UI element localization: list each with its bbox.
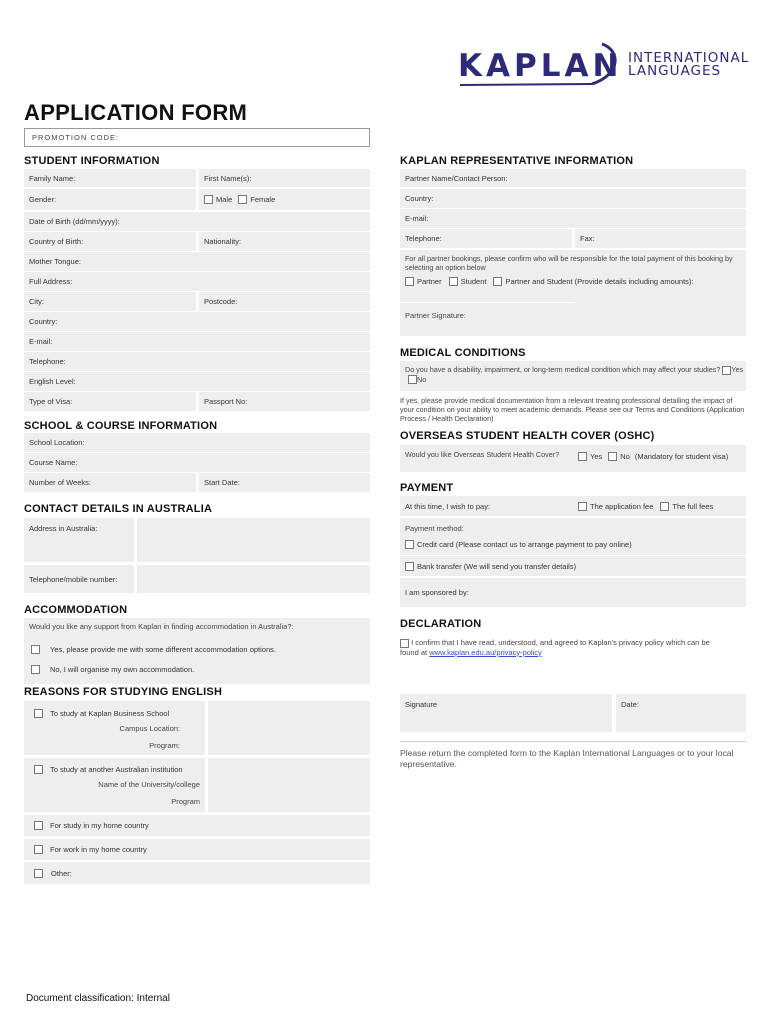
country-of-birth-label: Country of Birth:	[29, 237, 84, 246]
female-label: Female	[250, 195, 276, 204]
telephone-field[interactable]	[24, 352, 370, 371]
home-country-study-checkbox[interactable]	[34, 821, 43, 830]
bank-transfer-label: Bank transfer (We will send you transfer details)	[417, 562, 577, 571]
other-reason-label: Other:	[51, 868, 72, 878]
school-location-label: School Location:	[29, 438, 85, 447]
family-name-label: Family Name:	[29, 173, 76, 183]
signature-field[interactable]	[400, 694, 612, 732]
medical-heading: MEDICAL CONDITIONS	[400, 347, 526, 359]
gender-field	[24, 189, 196, 210]
city-field[interactable]	[24, 292, 196, 311]
student-option-checkbox[interactable]	[449, 277, 458, 286]
medical-no-checkbox[interactable]	[408, 375, 417, 384]
partner-name-label: Partner Name/Contact Person:	[405, 173, 508, 183]
kbs-details-input[interactable]	[208, 701, 370, 755]
kbs-option	[34, 709, 169, 718]
payment-heading: PAYMENT	[400, 482, 454, 494]
address-in-australia-label-cell	[24, 518, 134, 562]
logo-subtitle	[628, 52, 749, 78]
accommodation-yes-label: Yes, please provide me with some different accommodation options.	[50, 645, 276, 654]
rep-fax-label: Fax:	[580, 234, 595, 243]
date-label: Date:	[621, 700, 639, 709]
address-in-australia-input[interactable]	[137, 518, 370, 562]
partner-name-field[interactable]	[400, 169, 746, 187]
university-name-label: Name of the University/college	[98, 780, 200, 789]
accommodation-heading: ACCOMMODATION	[24, 604, 128, 616]
rep-email-label: E-mail:	[405, 214, 429, 223]
rep-fax-field[interactable]	[575, 229, 746, 248]
accommodation-yes-checkbox[interactable]	[31, 645, 40, 654]
accommodation-no-label: No, I will organise my own accommodation.	[50, 665, 195, 674]
partner-option-label: Partner	[417, 277, 442, 286]
mother-tongue-label: Mother Tongue:	[29, 257, 81, 266]
telephone-mobile-input[interactable]	[137, 565, 370, 593]
gender-options	[199, 189, 370, 210]
application-fee-checkbox[interactable]	[578, 502, 587, 511]
rep-country-field[interactable]	[400, 189, 746, 208]
start-date-label: Start Date:	[204, 478, 240, 487]
oshc-yes-label: Yes	[590, 452, 603, 461]
school-course-heading: SCHOOL & COURSE INFORMATION	[24, 420, 218, 432]
campus-location-label: Campus Location:	[119, 724, 180, 733]
credit-card-checkbox[interactable]	[405, 540, 414, 549]
kaplan-logo-wordmark: KAPLAN	[458, 48, 623, 84]
number-of-weeks-field[interactable]	[24, 473, 196, 492]
divider	[400, 555, 746, 556]
medical-question-text: Do you have a disability, impairment, or long-term medical condition which may affect your studies?	[405, 365, 721, 374]
partner-and-student-label: Partner and Student (Provide details including amounts):	[505, 277, 694, 286]
medical-no-label: No	[417, 374, 427, 384]
telephone-mobile-label: Telephone/mobile number:	[29, 574, 118, 584]
pay-now-options	[578, 502, 713, 511]
logo-subtitle-line2: LANGUAGES	[628, 63, 722, 79]
female-checkbox[interactable]	[238, 195, 247, 204]
declaration-checkbox[interactable]	[400, 639, 409, 648]
home-country-study-label: For study in my home country	[50, 821, 149, 830]
english-level-field[interactable]	[24, 372, 370, 391]
other-institution-label: To study at another Australian institution	[50, 765, 183, 774]
country-label: Country:	[29, 317, 58, 326]
application-fee-label: The application fee	[590, 502, 654, 511]
first-names-field[interactable]	[199, 169, 370, 187]
rep-country-label: Country:	[405, 194, 434, 203]
male-label: Male	[216, 195, 233, 204]
program2-label: Program	[171, 797, 200, 806]
full-fees-label: The full fees	[672, 502, 714, 511]
payment-method-label: Payment method:	[405, 524, 464, 533]
other-institution-checkbox[interactable]	[34, 765, 43, 774]
other-reason-row[interactable]	[24, 862, 370, 884]
home-country-study-row	[24, 815, 370, 836]
date-of-birth-field[interactable]	[24, 212, 370, 231]
logo-swoosh-icon	[452, 40, 622, 90]
kbs-label: To study at Kaplan Business School	[50, 709, 170, 718]
oshc-no-checkbox[interactable]	[608, 452, 617, 461]
telephone-label: Telephone:	[29, 357, 66, 366]
pay-now-label: At this time, I wish to pay:	[405, 501, 491, 511]
oshc-mandatory-note: (Mandatory for student visa)	[634, 452, 729, 461]
mother-tongue-field[interactable]	[24, 252, 370, 271]
email-field[interactable]	[24, 332, 370, 351]
postcode-field[interactable]	[199, 292, 370, 311]
rep-email-field[interactable]	[400, 209, 746, 228]
number-of-weeks-label: Number of Weeks:	[29, 478, 91, 487]
oshc-question: Would you like Overseas Student Health Cover?	[405, 450, 560, 459]
payment-responsible-options	[405, 277, 694, 286]
other-institution-option	[34, 765, 183, 774]
course-name-label: Course Name:	[29, 458, 78, 467]
partner-bookings-note: For all partner bookings, please confirm who will be responsible for the total payment of this booking by selecting an option below	[405, 254, 733, 272]
full-fees-checkbox[interactable]	[660, 502, 669, 511]
nationality-field[interactable]	[199, 232, 370, 251]
bank-transfer-checkbox[interactable]	[405, 562, 414, 571]
family-name-field[interactable]	[24, 169, 196, 187]
other-institution-details-input[interactable]	[208, 758, 370, 812]
oshc-yes-checkbox[interactable]	[578, 452, 587, 461]
return-instructions: Please return the completed form to the Kaplan International Languages or to your local representative.	[400, 748, 734, 769]
oshc-heading: OVERSEAS STUDENT HEALTH COVER (OSHC)	[400, 430, 655, 442]
school-location-field[interactable]	[24, 433, 370, 452]
work-home-country-checkbox[interactable]	[34, 845, 43, 854]
date-field[interactable]	[616, 694, 746, 732]
promotion-code-label: PROMOTION CODE:	[32, 133, 120, 142]
start-date-field[interactable]	[199, 473, 370, 492]
country-of-birth-field[interactable]	[24, 232, 196, 251]
country-field[interactable]	[24, 312, 370, 331]
promotion-code-field[interactable]	[24, 128, 370, 147]
passport-no-field[interactable]	[199, 392, 370, 411]
divider	[400, 741, 746, 742]
type-of-visa-field[interactable]	[24, 392, 196, 411]
sponsored-by-field[interactable]	[400, 578, 746, 607]
medical-question	[405, 365, 745, 384]
other-reason-checkbox[interactable]	[34, 869, 43, 878]
logo-subtitle-line1: INTERNATIONAL	[628, 50, 750, 66]
accommodation-question: Would you like any support from Kaplan in finding accommodation in Australia?:	[29, 622, 294, 631]
nationality-label: Nationality:	[204, 237, 242, 246]
postcode-label: Postcode:	[204, 297, 238, 306]
course-name-field[interactable]	[24, 453, 370, 472]
privacy-policy-link[interactable]: www.kaplan.edu.au/privacy-policy	[429, 647, 542, 657]
credit-card-label: Credit card (Please contact us to arrange payment to pay online)	[417, 540, 632, 549]
rep-telephone-field[interactable]	[400, 229, 572, 248]
sponsored-by-label: I am sponsored by:	[405, 588, 469, 597]
accommodation-no-checkbox[interactable]	[31, 665, 40, 674]
divider	[400, 302, 575, 303]
declaration-text-body: I confirm that I have read, understood, and agreed to Kaplan's privacy policy which can be found at	[400, 638, 710, 657]
full-address-label: Full Address:	[29, 277, 73, 286]
gender-label: Gender:	[29, 195, 57, 204]
declaration-heading: DECLARATION	[400, 618, 482, 630]
declaration-text	[400, 638, 730, 657]
medical-yes-label: Yes	[731, 365, 744, 374]
passport-no-label: Passport No:	[204, 397, 248, 406]
oshc-options	[578, 452, 728, 461]
dob-label: Date of Birth (dd/mm/yyyy):	[29, 217, 120, 226]
english-level-label: English Level:	[29, 377, 76, 386]
oshc-no-label: No	[620, 452, 630, 461]
medical-yes-checkbox[interactable]	[722, 366, 731, 375]
partner-and-student-checkbox[interactable]	[493, 277, 502, 286]
document-classification: Document classification: Internal	[26, 993, 170, 1004]
partner-option-checkbox[interactable]	[405, 277, 414, 286]
address-in-australia-label: Address in Australia:	[29, 524, 98, 533]
student-info-heading: STUDENT INFORMATION	[24, 155, 160, 167]
medical-note: If yes, please provide medical documentation from a relevant treating professional detailing the impact of your condition on your ability to meet academic demands. Please see our Terms and Conditions (Application Process / Health Declaration)	[400, 396, 745, 423]
type-of-visa-label: Type of Visa:	[29, 397, 73, 406]
first-names-label: First Name(s):	[204, 173, 252, 183]
telephone-mobile-label-cell	[24, 565, 134, 593]
contact-details-heading: CONTACT DETAILS IN AUSTRALIA	[24, 503, 213, 515]
male-checkbox[interactable]	[204, 195, 213, 204]
student-option-label: Student	[460, 277, 487, 286]
email-label: E-mail:	[29, 337, 53, 346]
bank-transfer-option	[405, 562, 576, 571]
work-home-country-row	[24, 839, 370, 860]
accommodation-no-option	[31, 665, 194, 674]
credit-card-option	[405, 540, 632, 549]
kaplan-rep-heading: KAPLAN REPRESENTATIVE INFORMATION	[400, 155, 634, 167]
full-address-field[interactable]	[24, 272, 370, 291]
work-home-country-label: For work in my home country	[50, 845, 147, 854]
accommodation-yes-option	[31, 645, 276, 654]
program1-label: Program:	[149, 741, 180, 750]
kbs-checkbox[interactable]	[34, 709, 43, 718]
page-title: APPLICATION FORM	[24, 100, 248, 125]
rep-telephone-label: Telephone:	[405, 234, 442, 243]
partner-signature-label[interactable]: Partner Signature:	[405, 311, 466, 320]
reasons-heading: REASONS FOR STUDYING ENGLISH	[24, 686, 223, 698]
city-label: City:	[29, 297, 44, 306]
signature-label: Signature	[405, 700, 438, 709]
